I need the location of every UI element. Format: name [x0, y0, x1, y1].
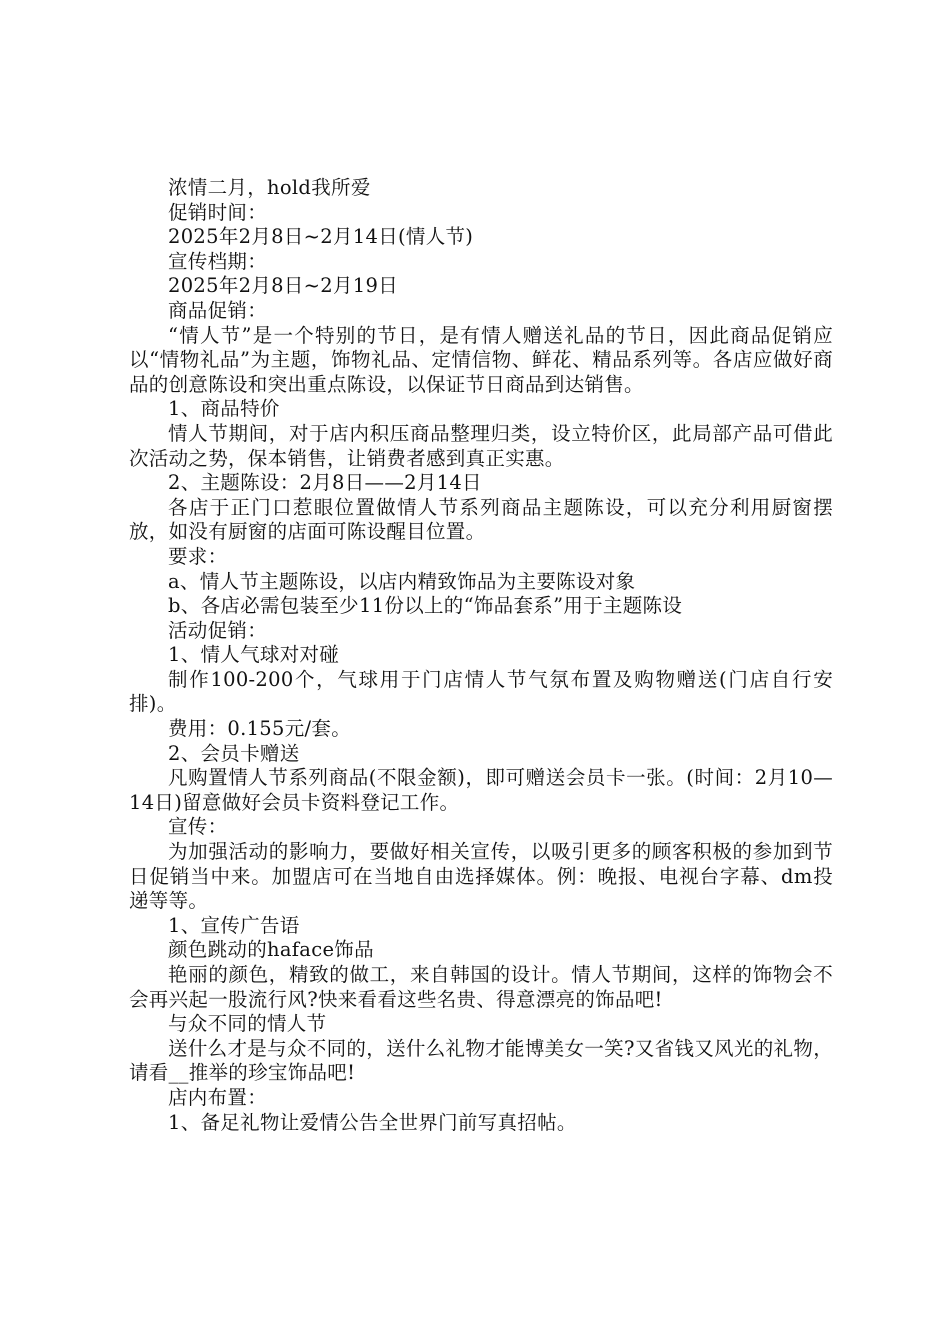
requirement-a: a、情人节主题陈设，以店内精致饰品为主要陈设对象 — [168, 569, 636, 593]
title-line: 浓情二月，hold我所爱 — [168, 176, 371, 199]
member-card-heading: 2、会员卡赠送 — [168, 741, 300, 765]
store-layout-heading: 店内布置： — [168, 1085, 268, 1109]
balloon-heading: 1、情人气球对对碰 — [168, 643, 340, 667]
slogan-title-2: 与众不同的情人节 — [168, 1012, 327, 1036]
special-price-paragraph: 情人节期间，对于店内积压商品整理归类，设立特价区，此局部产品可借此次活动之势，保本销售，让销费者感到真正实惠。 — [129, 421, 833, 470]
campaign-period-label: 宣传档期： — [168, 249, 268, 273]
product-promo-heading: 商品促销： — [168, 298, 268, 322]
campaign-period-value: 2025年2月8日~2月19日 — [168, 274, 398, 298]
promo-time-label: 促销时间： — [168, 200, 268, 224]
store-layout-item-1: 1、备足礼物让爱情公告全世界门前写真招帖。 — [168, 1110, 577, 1134]
requirements-heading: 要求： — [168, 544, 228, 568]
theme-display-paragraph: 各店于正门口惹眼位置做情人节系列商品主题陈设，可以充分利用厨窗摆放，如没有厨窗的店面可陈设醒目位置。 — [129, 495, 833, 544]
balloon-cost: 费用：0.155元/套。 — [168, 717, 351, 741]
special-price-heading: 1、商品特价 — [168, 397, 280, 421]
promo-time-value: 2025年2月8日~2月14日(情人节) — [168, 225, 474, 249]
slogan-title-1: 颜色跳动的haface饰品 — [168, 938, 374, 962]
slogan-text-1: 艳丽的颜色，精致的做工，来自韩国的设计。情人节期间，这样的饰物会不会再兴起一股流行风?快来看看这些名贵、得意漂亮的饰品吧! — [129, 963, 833, 1011]
requirement-b: b、各店必需包装至少11份以上的“饰品套系”用于主题陈设 — [168, 594, 683, 618]
publicity-heading: 宣传： — [168, 815, 228, 839]
publicity-paragraph: 为加强活动的影响力，要做好相关宣传，以吸引更多的顾客积极的参加到节日促销当中来。加盟店可在当地自由选择媒体。例：晚报、电视台字幕、dm投递等等。 — [129, 840, 833, 913]
member-card-paragraph: 凡购置情人节系列商品(不限金额)，即可赠送会员卡一张。(时间：2月10—14日)留意做好会员卡资料登记工作。 — [129, 766, 833, 814]
theme-display-heading: 2、主题陈设：2月8日——2月14日 — [168, 471, 482, 495]
balloon-paragraph: 制作100-200个，气球用于门店情人节气氛布置及购物赠送(门店自行安排)。 — [129, 667, 833, 716]
activity-promo-heading: 活动促销： — [168, 618, 268, 642]
document-body — [129, 176, 833, 1135]
product-promo-paragraph: “情人节”是一个特别的节日，是有情人赠送礼品的节日，因此商品促销应以“情物礼品”为主题，饰物礼品、定情信物、鲜花、精品系列等。各店应做好商品的创意陈设和突出重点陈设，以保证节日商品到达销售。 — [129, 323, 833, 396]
slogan-heading: 1、宣传广告语 — [168, 913, 300, 937]
slogan-text-2: 送什么才是与众不同的，送什么礼物才能博美女一笑?又省钱又风光的礼物，请看__推举的珍宝饰品吧! — [129, 1036, 833, 1085]
